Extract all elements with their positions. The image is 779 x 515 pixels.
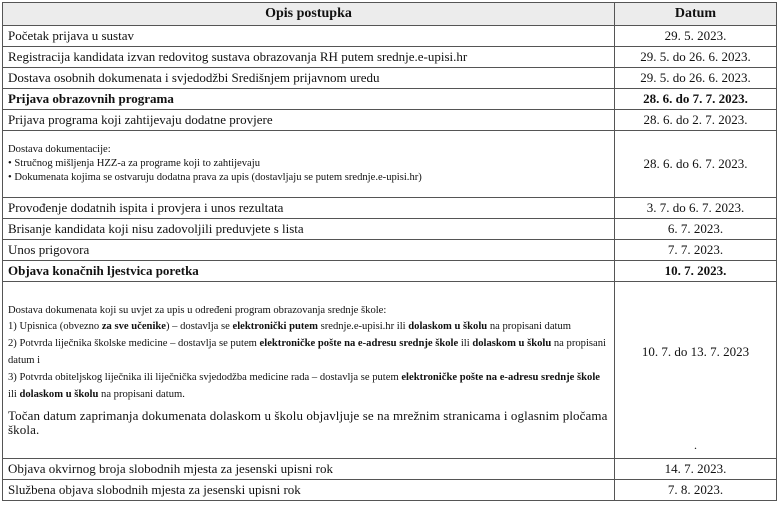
row-description: Brisanje kandidata koji nisu zadovoljili preduvjete s lista <box>3 219 615 240</box>
schedule-table <box>2 2 777 501</box>
row-date: 29. 5. do 26. 6. 2023. <box>615 47 777 68</box>
row-description: Početak prijava u sustav <box>3 26 615 47</box>
row-description: Unos prigovora <box>3 240 615 261</box>
upload-item-1: 1) Upisnica (obvezno za sve učenike) – dostavlja se elektronički putem srednje.e-upisi.hr ili dolaskom u školu na propisani datum <box>8 320 572 332</box>
header-description: Opis postupka <box>3 3 615 26</box>
row-description: Dostava osobnih dokumenata i svjedodžbi Središnjem prijavnom uredu <box>3 68 615 89</box>
table-row-bold <box>3 89 777 110</box>
table-row-docs <box>3 131 777 198</box>
row-description: Prijava obrazovnih programa <box>3 89 615 110</box>
row-date: 28. 6. do 7. 7. 2023. <box>615 89 777 110</box>
upload-note: Točan datum zaprimanja dokumenata dolaskom u školu objavljuje se na mrežnim stranicama i oglasnim pločama škola. <box>8 407 608 437</box>
docs-bullet: • Stručnog mišljenja HZZ-a za programe koji to zahtijevaju <box>8 158 260 169</box>
row-date-dot: . <box>694 438 697 452</box>
row-date: 6. 7. 2023. <box>615 219 777 240</box>
header-date: Datum <box>615 3 777 26</box>
row-date: 3. 7. do 6. 7. 2023. <box>615 198 777 219</box>
table-row <box>3 219 777 240</box>
row-description: Provođenje dodatnih ispita i provjera i unos rezultata <box>3 198 615 219</box>
row-description: Prijava programa koji zahtijevaju dodatne provjere <box>3 110 615 131</box>
row-date: 28. 6. do 6. 7. 2023. <box>615 131 777 198</box>
table-row <box>3 26 777 47</box>
upload-item-3: 3) Potvrda obiteljskog liječnika ili liječnička svjedodžba medicine rada – dostavlja se putem elektroničke pošte na e-adresu srednje škole ili dolaskom u školu na propisani datum. <box>8 371 600 400</box>
row-description: Službena objava slobodnih mjesta za jesenski upisni rok <box>3 480 615 501</box>
table-row <box>3 110 777 131</box>
row-description: Registracija kandidata izvan redovitog sustava obrazovanja RH putem srednje.e-upisi.hr <box>3 47 615 68</box>
table-row <box>3 240 777 261</box>
table-row <box>3 459 777 480</box>
row-description: Objava konačnih ljestvica poretka <box>3 261 615 282</box>
row-date-cell <box>615 282 777 459</box>
row-date: 29. 5. 2023. <box>615 26 777 47</box>
table-row <box>3 47 777 68</box>
table-row-upload <box>3 282 777 459</box>
table-header-row <box>3 3 777 26</box>
table-row-bold <box>3 261 777 282</box>
row-date: 29. 5. do 26. 6. 2023. <box>615 68 777 89</box>
row-date: 14. 7. 2023. <box>615 459 777 480</box>
docs-bullet: • Dokumenata kojima se ostvaruju dodatna prava za upis (dostavljaju se putem srednje.e-upisi.hr) <box>8 172 422 183</box>
docs-title: Dostava dokumentacije: <box>8 144 111 155</box>
upload-item-2: 2) Potvrda liječnika školske medicine – dostavlja se putem elektroničke pošte na e-adresu srednje škole ili dolaskom u školu na propisani datum i <box>8 337 606 366</box>
row-date: 7. 8. 2023. <box>615 480 777 501</box>
table-row <box>3 480 777 501</box>
row-date: 10. 7. do 13. 7. 2023 <box>641 344 750 359</box>
table-row <box>3 68 777 89</box>
upload-intro: Dostava dokumenata koji su uvjet za upis u određeni program obrazovanja srednje škole: <box>8 304 387 316</box>
row-description <box>3 131 615 198</box>
row-description: Objava okvirnog broja slobodnih mjesta za jesenski upisni rok <box>3 459 615 480</box>
row-date: 28. 6. do 2. 7. 2023. <box>615 110 777 131</box>
row-date: 10. 7. 2023. <box>615 261 777 282</box>
row-description <box>3 282 615 459</box>
row-date: 7. 7. 2023. <box>615 240 777 261</box>
table-row <box>3 198 777 219</box>
